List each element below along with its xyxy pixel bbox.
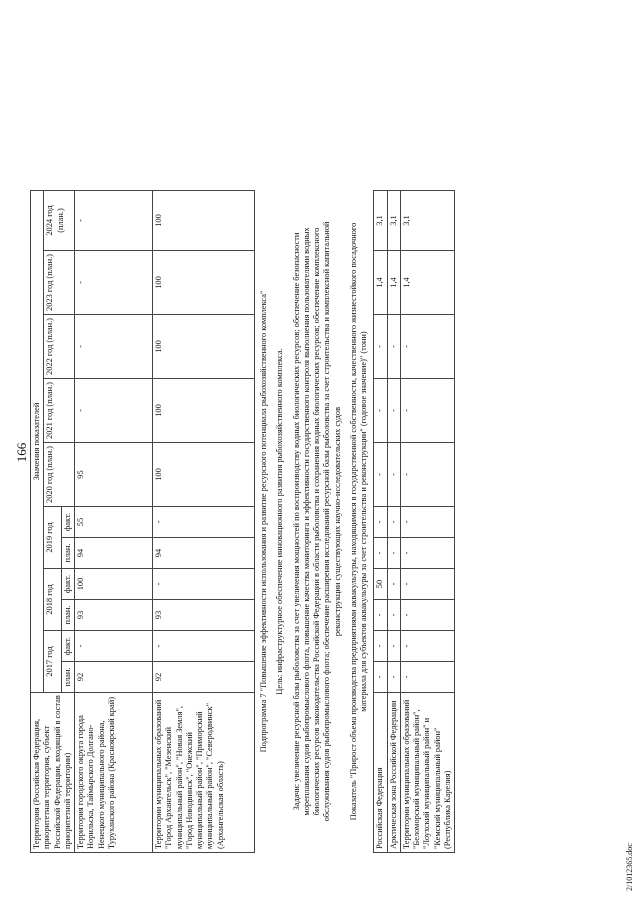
cell-value: 100 [153, 443, 255, 507]
cell-value: - [75, 251, 153, 315]
header-plan-2017: план. [61, 662, 74, 693]
cell-value: 100 [153, 315, 255, 379]
page-number: 166 [14, 442, 29, 463]
header-2024: 2024 год (план.) [44, 191, 75, 251]
cell-value: - [374, 379, 387, 443]
cell-value: - [387, 379, 400, 443]
table-row [387, 191, 400, 853]
cell-value: 92 [75, 662, 153, 693]
cell-value: 1,4 [400, 251, 454, 315]
cell-value: - [400, 631, 454, 662]
cell-value: - [400, 569, 454, 600]
indicator-table [30, 190, 455, 853]
table-row [400, 191, 454, 853]
subprogram-section [255, 191, 374, 853]
indicator-title: Показатель "Прирост объема производства предприятиями аквакультуры, находящимися в государственной собственности, качественного жизнестойкого посадочного материала для субъектов аквакультуры за счет строительства и реконструкции" (годовое значение)" (тонн) [348, 222, 368, 821]
header-2017: 2017 год [44, 631, 62, 693]
cell-value: 93 [153, 600, 255, 631]
cell-value: - [400, 538, 454, 569]
cell-value: - [387, 631, 400, 662]
cell-value: - [374, 662, 387, 693]
cell-value: 55 [75, 507, 153, 538]
cell-value: - [75, 191, 153, 251]
cell-value: - [400, 315, 454, 379]
subprogram-title: Подпрограмма 7 "Повышение эффективности использования и развитие ресурсного потенциала рыбохозяйственного комплекса" [259, 290, 268, 753]
cell-value: - [387, 507, 400, 538]
cell-value: 1,4 [374, 251, 387, 315]
header-2018: 2018 год [44, 569, 62, 631]
cell-value: 1,4 [387, 251, 400, 315]
cell-value: - [374, 507, 387, 538]
cell-value: 3,1 [374, 191, 387, 251]
cell-value: - [400, 600, 454, 631]
cell-value: - [153, 507, 255, 538]
cell-value: - [387, 443, 400, 507]
cell-value: - [387, 662, 400, 693]
table-row [374, 191, 387, 853]
header-2023: 2023 год (план.) [44, 251, 75, 315]
cell-value: - [374, 315, 387, 379]
subprogram-goal: Цель: инфраструктурное обеспечение инновационного развития рыбохозяйственного комплекса. [275, 348, 285, 695]
row-territory: Территория городского округа города Норильска, Таймырского Долгано-Ненецкого муниципального района, Туруханского района (Красноярский край) [75, 693, 153, 853]
header-2019: 2019 год [44, 507, 62, 569]
cell-value: - [374, 538, 387, 569]
cell-value: - [75, 379, 153, 443]
row-territory: Территории муниципальных образований "Город Архангельск", "Мезенский муниципальный район", "Новая Земля", "Город Новодвинск", "Онежский муниципальный район", "Приморский муниципальный район", "Северодвинск" (Архангельская область) [153, 693, 255, 853]
header-fact-2019: факт. [61, 507, 74, 538]
cell-value: - [374, 600, 387, 631]
cell-value: 93 [75, 600, 153, 631]
cell-value: - [153, 569, 255, 600]
cell-value: 3,1 [387, 191, 400, 251]
cell-value: - [400, 507, 454, 538]
cell-value: 100 [75, 569, 153, 600]
header-values: Значения показателей [31, 191, 44, 693]
cell-value: 50 [374, 569, 387, 600]
row-territory: Арктическая зона Российской Федерации [387, 693, 400, 853]
header-plan-2019: план. [61, 538, 74, 569]
cell-value: - [374, 443, 387, 507]
cell-value: - [400, 662, 454, 693]
cell-value: 100 [153, 251, 255, 315]
header-2021: 2021 год (план.) [44, 379, 75, 443]
cell-value: - [400, 443, 454, 507]
cell-value: - [387, 538, 400, 569]
table-row [153, 191, 255, 853]
header-territory: Территория (Российская Федерация, приоритетная территория, субъект Российской Федерации, входящий в состав приоритетной территории) [31, 693, 75, 853]
cell-value: 92 [153, 662, 255, 693]
cell-value: - [400, 379, 454, 443]
cell-value: 3,1 [400, 191, 454, 251]
header-2020: 2020 год (план.) [44, 443, 75, 507]
header-2022: 2022 год (план.) [44, 315, 75, 379]
cell-value: - [387, 315, 400, 379]
cell-value: 94 [75, 538, 153, 569]
row-territory: Территории муниципальных образований "Беломорский муниципальный район", "Лоухский муниципальный район" и "Кемский муниципальный район" (Республика Карелия) [400, 693, 454, 853]
cell-value: 100 [153, 379, 255, 443]
table-row [75, 191, 153, 853]
header-fact-2017: факт. [61, 631, 74, 662]
row-territory: Российская Федерация [374, 693, 387, 853]
cell-value: 100 [153, 191, 255, 251]
cell-value: - [387, 600, 400, 631]
table-header [31, 191, 75, 853]
document-id: 2/1012365.doc [625, 843, 634, 891]
header-fact-2018: факт. [61, 569, 74, 600]
cell-value: 94 [153, 538, 255, 569]
cell-value: - [75, 315, 153, 379]
cell-value: - [387, 569, 400, 600]
cell-value: - [75, 631, 153, 662]
header-plan-2018: план. [61, 600, 74, 631]
cell-value: 95 [75, 443, 153, 507]
cell-value: - [153, 631, 255, 662]
subprogram-tasks: Задачи: увеличение ресурсной базы рыболовства за счет увеличения мощностей по воспроизводству водных биологических ресурсов; обеспечение безопасности мореплавания судов рыбопромыслового флота, повышение качества мониторинга и эффективности государственного контроля выполнения пользователями водных биологических ресурсов законодательства Российской Федерации в области рыболовства и сохранения водных биологических ресурсов; обеспечение комплексного обслуживания судов рыбопромыслового флота; обеспечение расширения исследований ресурсной базы рыболовства за счет строительства и комплексной капитальной реконструкции существующих научно-исследовательских судов [291, 221, 342, 822]
cell-value: - [374, 631, 387, 662]
